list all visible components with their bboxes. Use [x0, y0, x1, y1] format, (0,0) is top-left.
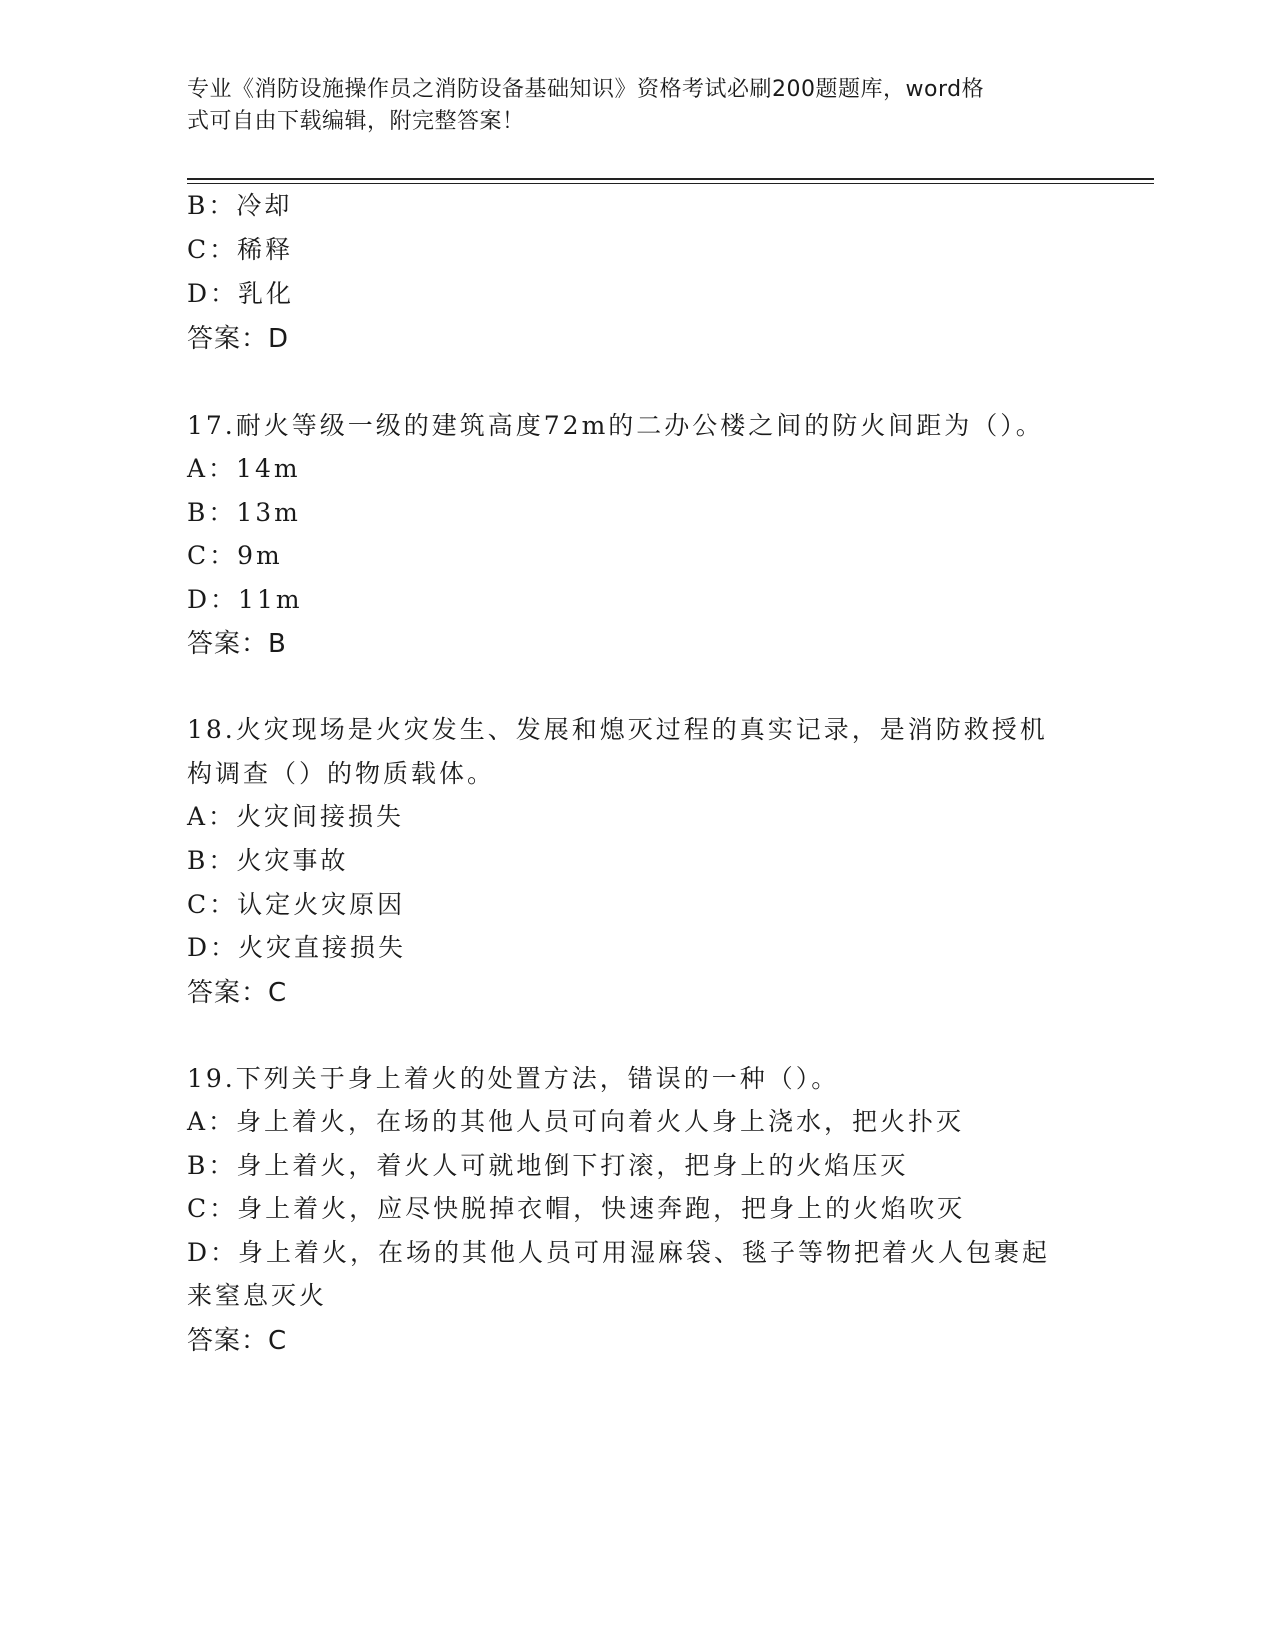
q19-option-b: B：身上着火，着火人可就地倒下打滚，把身上的火焰压灭: [187, 1151, 909, 1180]
document-header: [187, 74, 1067, 138]
q19-option-a: A：身上着火，在场的其他人员可向着火人身上浇水，把火扑灭: [187, 1107, 965, 1136]
q18-answer: 答案：C: [187, 978, 288, 1008]
header-line-1: 专业《消防设施操作员之消防设备基础知识》资格考试必刷200题题库，word格: [187, 77, 985, 102]
q16-option-c: C：稀释: [187, 235, 294, 264]
q16-option-d: D：乳化: [187, 279, 295, 308]
header-line-2: 式可自由下载编辑，附完整答案！: [187, 109, 525, 134]
q17-option-d: D：11m: [187, 585, 303, 614]
q16-option-b: B：冷却: [187, 191, 293, 220]
q19-answer: 答案：C: [187, 1326, 288, 1356]
q17-answer: 答案：B: [187, 629, 287, 659]
header-divider-thick: [187, 178, 1154, 180]
q17-stem: 17.耐火等级一级的建筑高度72m的二办公楼之间的防火间距为（）。: [187, 411, 1044, 440]
header-divider-thin: [187, 183, 1154, 184]
q19-option-d-line-2: 来窒息灭火: [187, 1281, 328, 1310]
q18-option-d: D：火灾直接损失: [187, 933, 407, 962]
q18-option-c: C：认定火灾原因: [187, 890, 406, 919]
q18-stem-line-1: 18.火灾现场是火灾发生、发展和熄灭过程的真实记录，是消防救授机: [187, 715, 1048, 744]
q18-stem-line-2: 构调查（）的物质载体。: [187, 759, 496, 788]
q17-option-a: A：14m: [187, 454, 301, 483]
q19-option-c: C：身上着火，应尽快脱掉衣帽，快速奔跑，把身上的火焰吹灭: [187, 1194, 966, 1223]
q19-option-d-line-1: D：身上着火，在场的其他人员可用湿麻袋、毯子等物把着火人包裹起: [187, 1238, 1051, 1267]
q17-option-c: C：9m: [187, 541, 283, 570]
q18-option-b: B：火灾事故: [187, 846, 349, 875]
q17-option-b: B：13m: [187, 498, 301, 527]
q16-answer: 答案：D: [187, 324, 290, 354]
q18-option-a: A：火灾间接损失: [187, 802, 405, 831]
q19-stem: 19.下列关于身上着火的处置方法，错误的一种（）。: [187, 1064, 840, 1093]
